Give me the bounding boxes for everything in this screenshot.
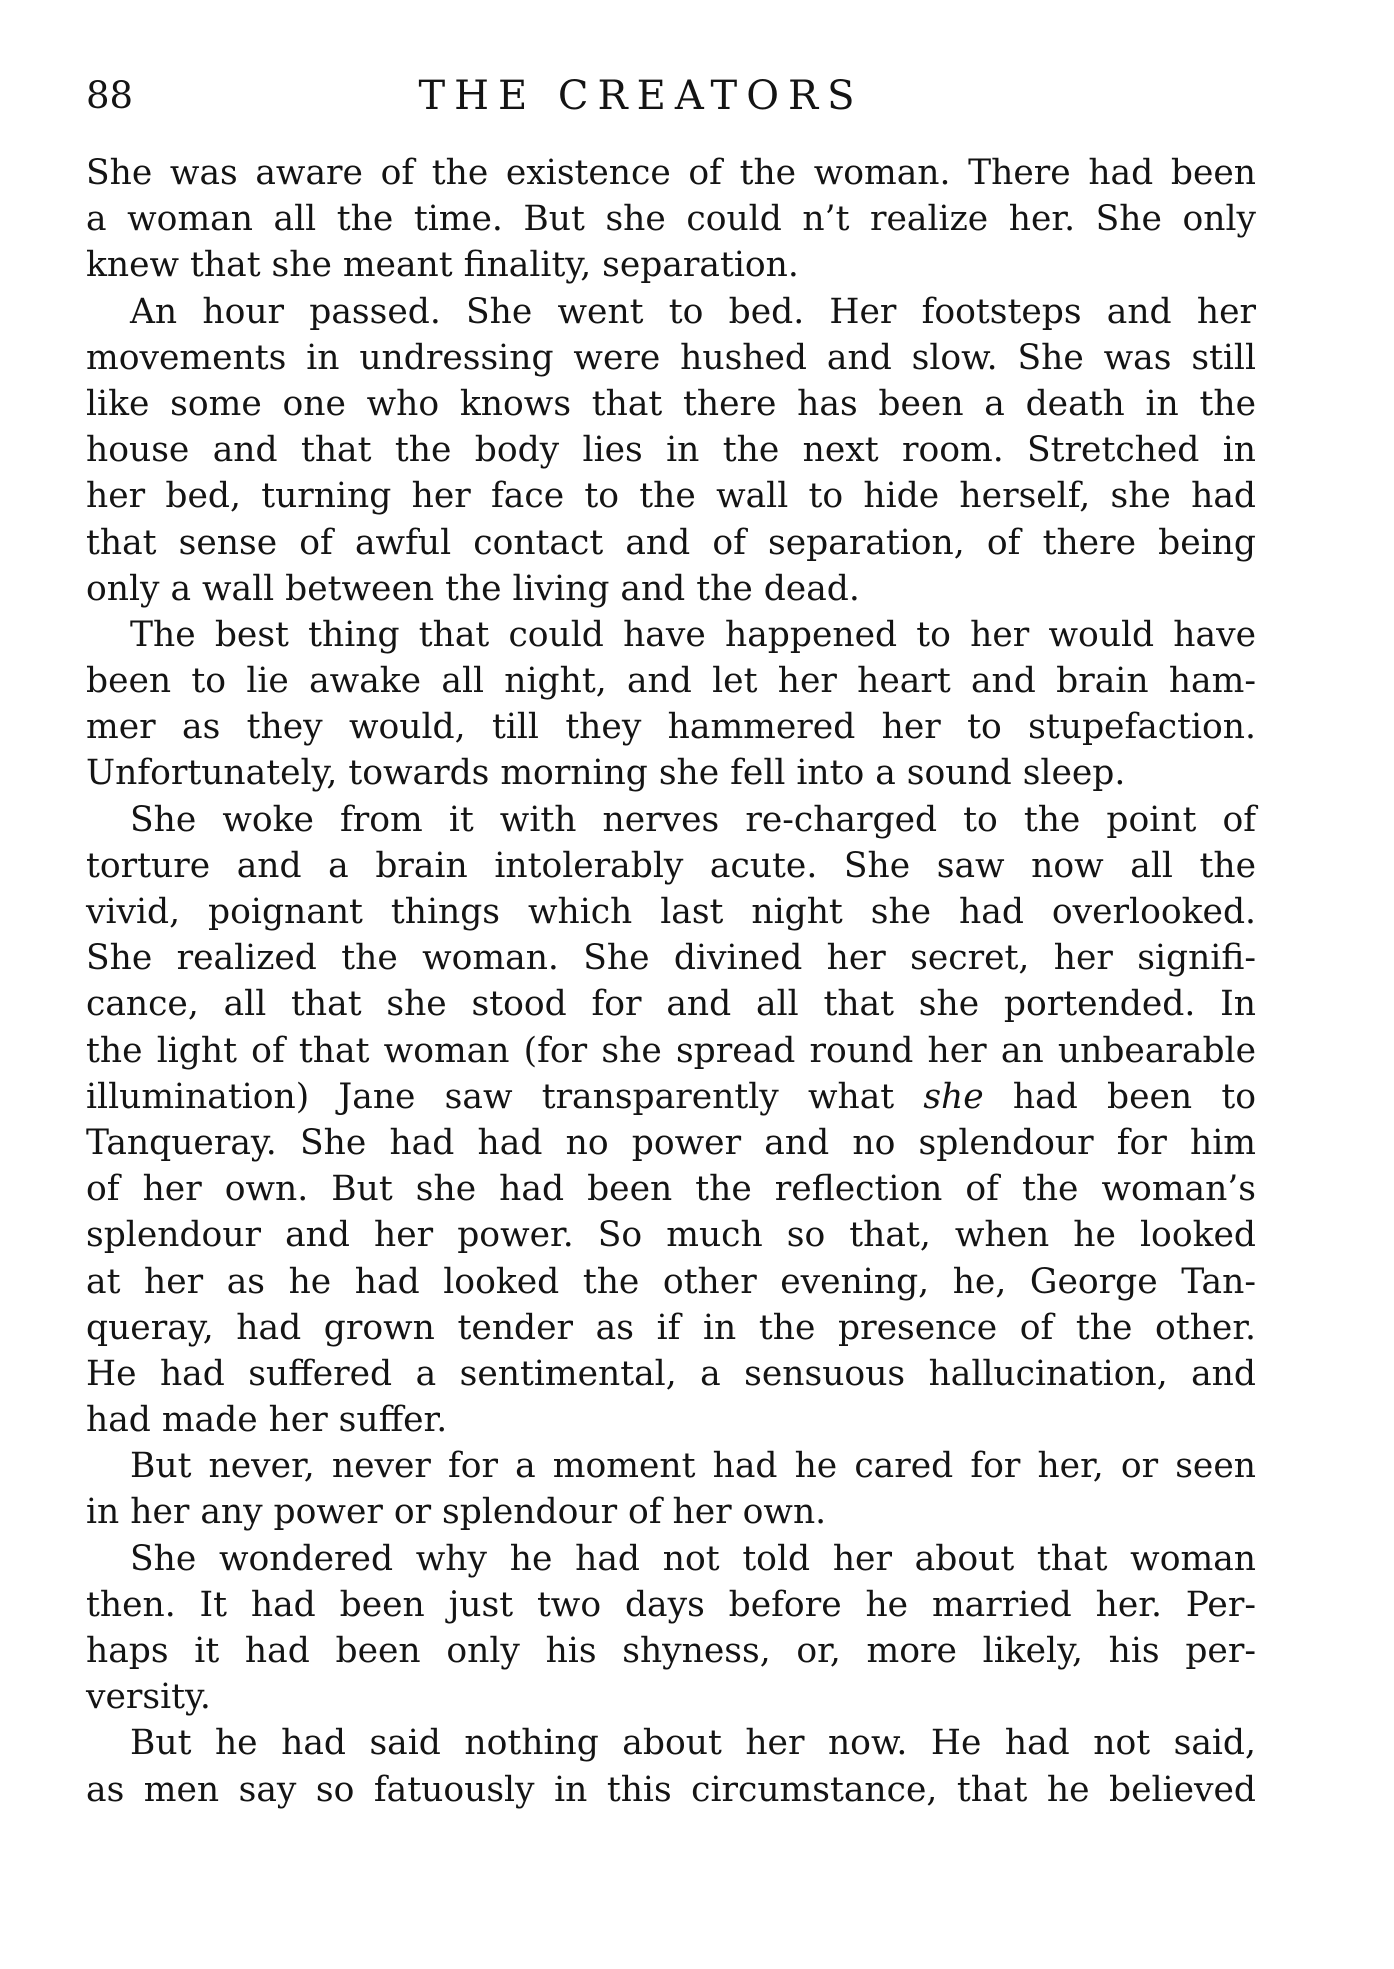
text-line bbox=[86, 1489, 1256, 1535]
text-run: torture and a brain intolerably acute. She saw now all the bbox=[86, 845, 1256, 886]
text-run: had made her suffer. bbox=[86, 1400, 448, 1441]
text-run: the light of that woman (for she spread round her an unbearable bbox=[86, 1030, 1256, 1071]
text-line bbox=[86, 1397, 1256, 1443]
text-run: in her any power or splendour of her own. bbox=[86, 1492, 827, 1533]
text-run: haps it had been only his shyness, or, more likely, his per- bbox=[86, 1631, 1256, 1671]
text-run: But he had said nothing about her now. He had not said, bbox=[130, 1723, 1256, 1764]
text-line bbox=[86, 1351, 1256, 1397]
text-line bbox=[86, 335, 1256, 381]
text-run: a woman all the time. But she could n’t realize her. She only bbox=[86, 199, 1256, 240]
text-run: then. It had been just two days before he married her. Per- bbox=[86, 1584, 1256, 1625]
body-text bbox=[86, 150, 1256, 1813]
text-line bbox=[86, 1443, 1256, 1489]
text-run: that sense of awful contact and of separation, of there being bbox=[86, 522, 1256, 563]
text-run: Tanqueray. She had had no power and no splendour for him bbox=[86, 1122, 1256, 1163]
running-title: THE CREATORS bbox=[418, 73, 864, 119]
text-line bbox=[86, 935, 1256, 981]
text-line bbox=[86, 1166, 1256, 1212]
text-line bbox=[86, 1628, 1256, 1674]
text-run: But never, never for a moment had he cared for her, or seen bbox=[130, 1446, 1256, 1487]
text-line bbox=[86, 1305, 1256, 1351]
text-run: as men say so fatuously in this circumstance, that he believed bbox=[86, 1769, 1256, 1810]
text-run: mer as they would, till they hammered her to stupefaction. bbox=[86, 707, 1256, 748]
text-line bbox=[86, 1212, 1256, 1258]
text-line bbox=[86, 520, 1256, 566]
text-run: had been to bbox=[983, 1076, 1256, 1117]
text-run: movements in undressing were hushed and slow. She was still bbox=[86, 337, 1256, 378]
text-line bbox=[86, 566, 1256, 612]
italic-text: she bbox=[923, 1076, 984, 1117]
text-line bbox=[86, 1720, 1256, 1766]
text-line bbox=[86, 150, 1256, 196]
text-line bbox=[86, 704, 1256, 750]
text-line bbox=[86, 1674, 1256, 1720]
text-run: illumination) Jane saw transparently what bbox=[86, 1076, 924, 1117]
text-run: versity. bbox=[86, 1677, 211, 1718]
text-run: An hour passed. She went to bed. Her footsteps and her bbox=[130, 291, 1256, 332]
text-line bbox=[86, 1120, 1256, 1166]
text-line bbox=[86, 242, 1256, 288]
text-line bbox=[86, 289, 1256, 335]
text-run: The best thing that could have happened to her would have bbox=[130, 614, 1256, 655]
text-run: She was aware of the existence of the woman. There had been bbox=[86, 153, 1256, 193]
running-head bbox=[86, 66, 1256, 126]
text-line bbox=[86, 981, 1256, 1027]
text-run: her bed, turning her face to the wall to hide herself, she had bbox=[86, 476, 1256, 517]
text-line bbox=[86, 1582, 1256, 1628]
text-run: splendour and her power. So much so that, when he looked bbox=[86, 1215, 1256, 1256]
text-line bbox=[86, 797, 1256, 843]
text-run: been to lie awake all night, and let her heart and brain ham- bbox=[86, 661, 1256, 702]
text-run: house and that the body lies in the next room. Stretched in bbox=[86, 430, 1256, 471]
text-line bbox=[86, 427, 1256, 473]
text-run: like some one who knows that there has been a death in the bbox=[86, 383, 1256, 424]
text-line bbox=[86, 1028, 1256, 1074]
text-run: of her own. But she had been the reflection of the woman’s bbox=[86, 1169, 1256, 1210]
text-run: at her as he had looked the other evening, he, George Tan- bbox=[86, 1261, 1256, 1302]
text-line bbox=[86, 1536, 1256, 1582]
text-run: knew that she meant finality, separation. bbox=[86, 245, 799, 286]
text-line bbox=[86, 1767, 1256, 1813]
text-run: only a wall between the living and the dead. bbox=[86, 568, 860, 609]
text-line bbox=[86, 612, 1256, 658]
text-line bbox=[86, 843, 1256, 889]
text-run: She wondered why he had not told her about that woman bbox=[130, 1538, 1256, 1579]
page-number: 88 bbox=[86, 74, 134, 117]
text-line bbox=[86, 750, 1256, 796]
text-run: cance, all that she stood for and all that she portended. In bbox=[86, 984, 1256, 1025]
text-line bbox=[86, 1259, 1256, 1305]
text-run: vivid, poignant things which last night she had overlooked. bbox=[86, 892, 1256, 932]
text-run: She realized the woman. She divined her secret, her signifi- bbox=[86, 938, 1256, 979]
text-line bbox=[86, 381, 1256, 427]
text-run: Unfortunately, towards morning she fell into a sound sleep. bbox=[86, 753, 1126, 794]
text-run: She woke from it with nerves re-charged to the point of bbox=[130, 799, 1256, 840]
text-line bbox=[86, 1074, 1256, 1120]
text-line bbox=[86, 473, 1256, 519]
text-run: He had suffered a sentimental, a sensuous hallucination, and bbox=[86, 1353, 1256, 1394]
text-line bbox=[86, 889, 1256, 935]
text-line bbox=[86, 196, 1256, 242]
text-line bbox=[86, 658, 1256, 704]
text-run: queray, had grown tender as if in the presence of the other. bbox=[86, 1307, 1256, 1348]
